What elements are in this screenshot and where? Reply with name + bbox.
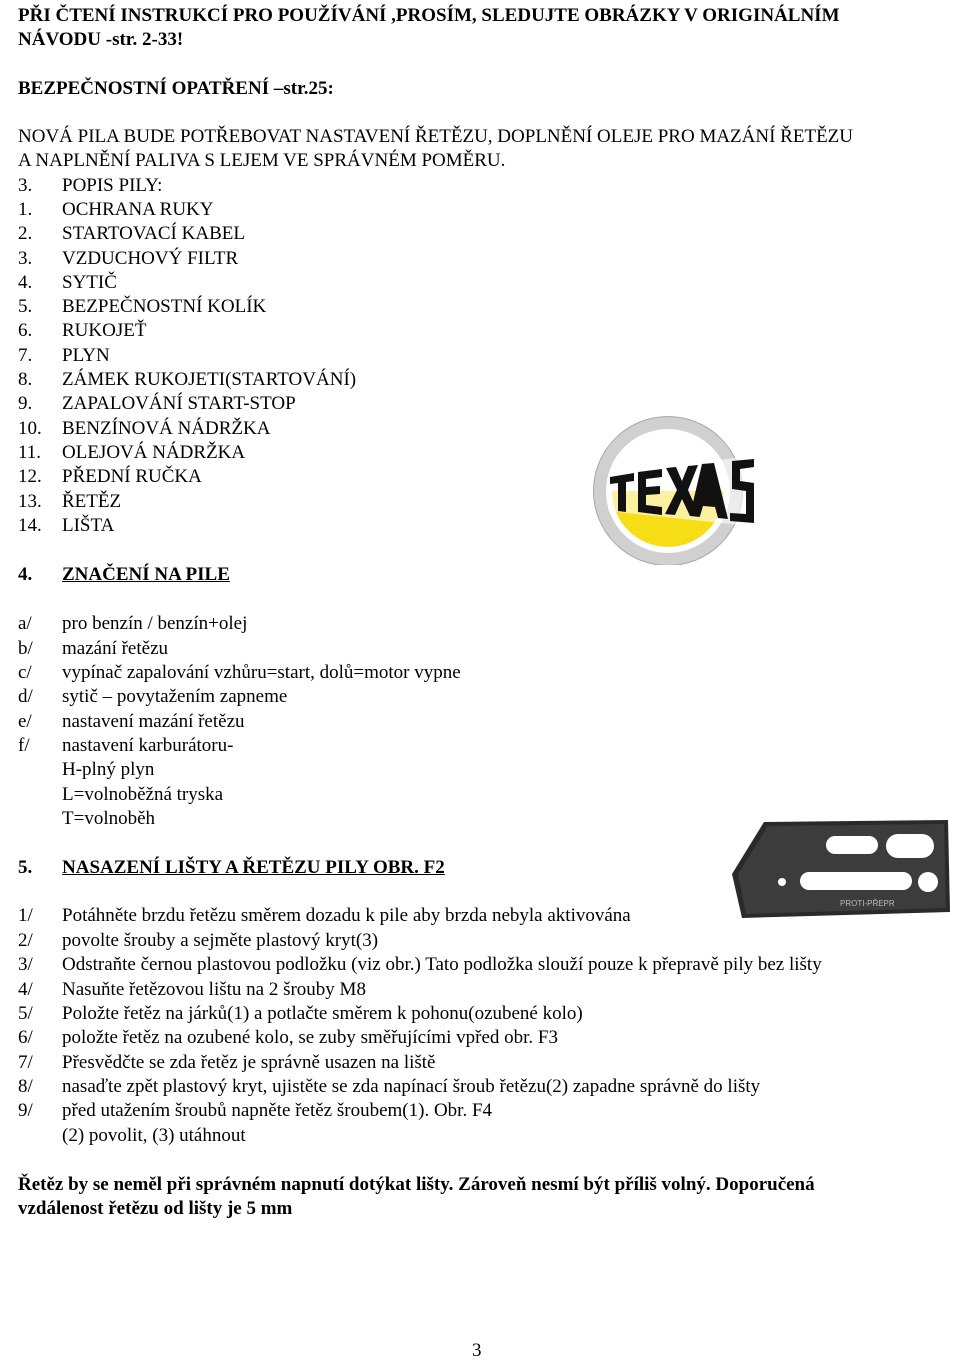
section-4-number: 4. [18, 564, 33, 585]
list-subitem: (2) povolit, (3) utáhnout [62, 1125, 246, 1146]
intro-line-1: NOVÁ PILA BUDE POTŘEBOVAT NASTAVENÍ ŘETĚZU, DOPLNĚNÍ OLEJE PRO MAZÁNÍ ŘETĚZU [18, 126, 853, 147]
plate-icon [722, 818, 952, 922]
plate-label: PROTI-PŘEPR [840, 899, 895, 908]
section-5-number: 5. [18, 857, 33, 878]
header-line-1: PŘI ČTENÍ INSTRUKCÍ PRO POUŽÍVÁNÍ ,PROSÍM, SLEDUJTE OBRÁZKY V ORIGINÁLNÍM [18, 5, 840, 26]
section-3-title: POPIS PILY: [62, 175, 163, 196]
page-number: 3 [472, 1340, 482, 1361]
intro-line-2: A NAPLNĚNÍ PALIVA S LEJEM VE SPRÁVNÉM POMĚRU. [18, 150, 506, 171]
header-line-2: NÁVODU -str. 2-33! [18, 29, 184, 50]
section-4-title: ZNAČENÍ NA PILE [62, 564, 230, 585]
list-subitem: T=volnoběh [62, 808, 156, 829]
note-line-1: Řetěz by se neměl při správném napnutí dotýkat lišty. Zároveň nesmí být příliš volný. Doporučená [18, 1174, 815, 1195]
transport-plate-image [722, 818, 952, 922]
safety-heading: BEZPEČNOSTNÍ OPATŘENÍ –str.25: [18, 78, 334, 99]
section-3-number: 3. [18, 175, 33, 196]
section-5-title: NASAZENÍ LIŠTY A ŘETĚZU PILY OBR. F2 [62, 857, 445, 878]
texas-logo-icon [590, 415, 760, 565]
texas-logo [590, 415, 760, 565]
list-subitem: H-plný plyn [62, 759, 155, 780]
list-subitem: L=volnoběžná tryska [62, 784, 224, 805]
note-line-2: vzdálenost řetězu od lišty je 5 mm [18, 1198, 293, 1219]
